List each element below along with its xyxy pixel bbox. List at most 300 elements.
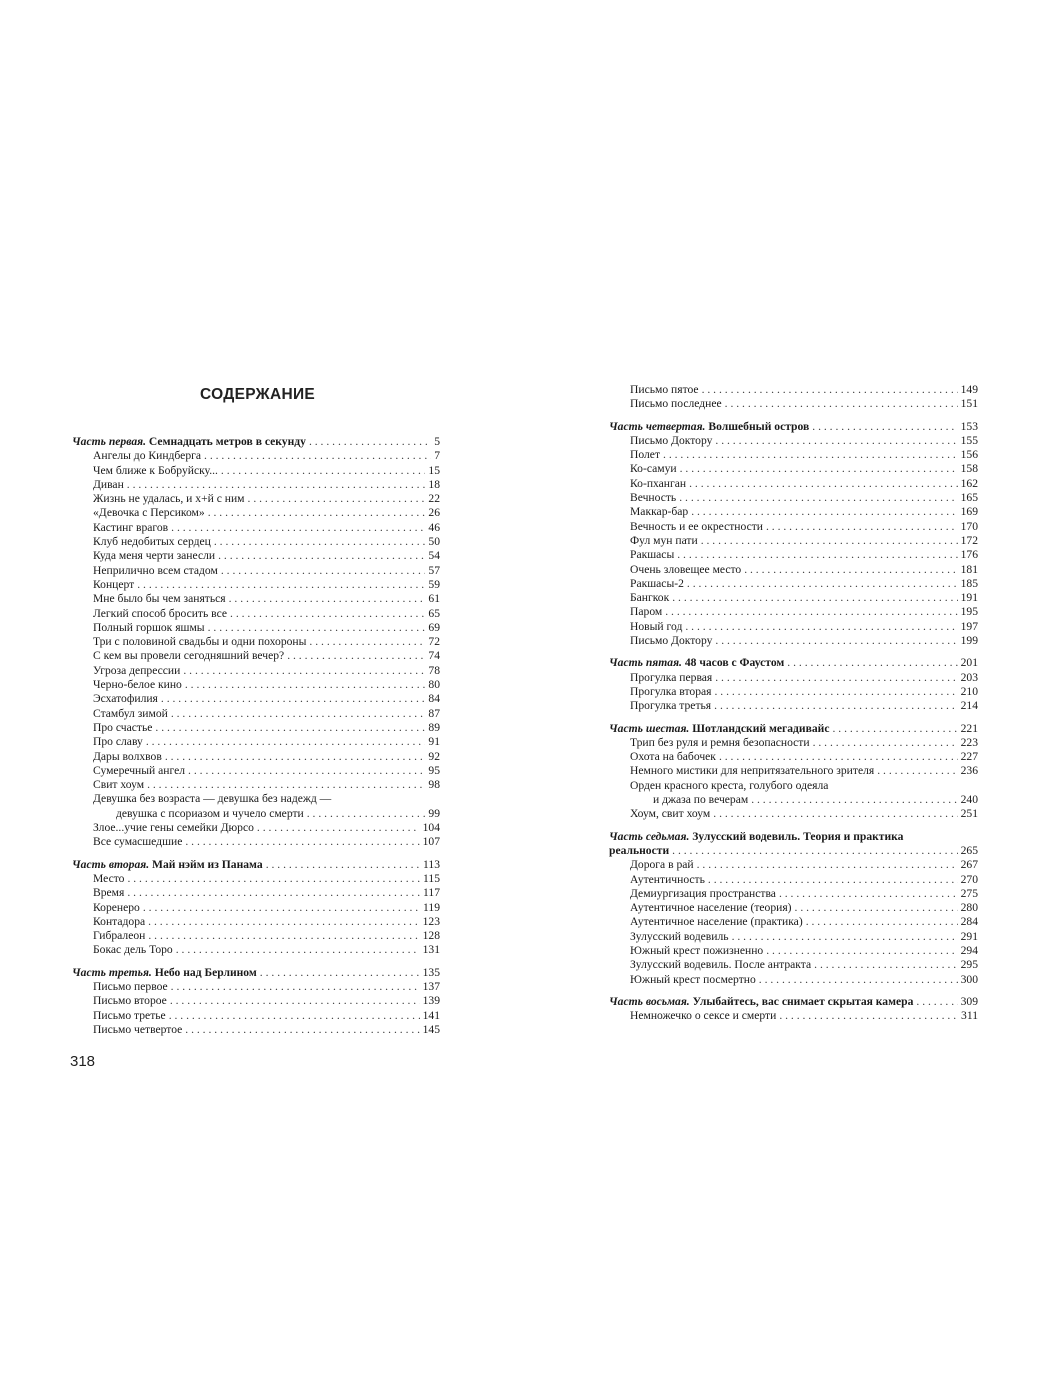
page-number: 117	[423, 886, 440, 900]
entry-title: Ко-пханган	[630, 476, 687, 490]
leader-dots	[161, 692, 426, 706]
entry-title: Ракшасы-2	[630, 576, 684, 590]
entry-title: Маккар-бар	[630, 505, 689, 519]
toc-entry	[609, 397, 978, 411]
page-number: 84	[428, 692, 440, 706]
leader-dots	[214, 535, 426, 549]
part-title: Семнадцать метров в секунду	[148, 435, 306, 448]
leader-dots	[146, 735, 426, 749]
page-number: 98	[428, 778, 440, 792]
page-number: 15	[428, 463, 440, 477]
leader-dots	[715, 434, 957, 448]
entry-title: Про счастье	[93, 720, 153, 734]
part-label: Часть третья.	[72, 965, 152, 979]
leader-dots	[148, 915, 419, 929]
leader-dots	[787, 656, 957, 670]
page-number: 172	[960, 533, 978, 547]
toc-entry	[609, 858, 978, 872]
entry-title: Черно-белое кино	[93, 678, 182, 692]
page-number: 156	[960, 448, 978, 462]
entry-title: Три с половиной свадьбы и одни похороны	[93, 635, 307, 649]
leader-dots	[744, 563, 957, 577]
toc-entry	[609, 505, 978, 519]
entry-title: Очень зловещее место	[630, 562, 742, 576]
page-number: 294	[960, 943, 978, 957]
entry-title: Зулусский водевиль	[630, 929, 729, 943]
leader-dots	[766, 944, 957, 958]
leader-dots	[685, 620, 957, 634]
leader-dots	[679, 491, 957, 505]
toc-entry	[609, 534, 978, 548]
leader-dots	[127, 886, 420, 900]
page-number: 169	[960, 505, 978, 519]
leader-dots	[171, 707, 426, 721]
page-number: 59	[428, 577, 440, 591]
entry-title: Аутентичное население (практика)	[630, 915, 803, 929]
part-title: 48 часов с Фаустом	[684, 656, 785, 670]
entry-title: Орден красного креста, голубого одеяла	[630, 778, 829, 792]
entry-title: Ракшасы	[630, 548, 675, 562]
entry-title: Место	[93, 871, 125, 885]
page-number: 123	[422, 914, 440, 928]
toc-part	[72, 858, 440, 872]
toc-entry	[72, 807, 440, 821]
toc-entry	[72, 592, 440, 606]
toc-right-column	[609, 383, 978, 1023]
entry-title: Мне было бы чем заняться	[93, 592, 226, 606]
toc-entry	[609, 930, 978, 944]
entry-title: Демиургизация пространства	[630, 886, 776, 900]
leader-dots	[148, 929, 419, 943]
toc-entry	[609, 793, 978, 807]
leader-dots	[813, 736, 958, 750]
leader-dots	[137, 578, 425, 592]
page-number: 197	[960, 619, 978, 633]
leader-dots	[732, 930, 958, 944]
toc-entry	[72, 492, 440, 506]
page-number: 104	[422, 821, 440, 835]
toc-entry	[72, 621, 440, 635]
leader-dots	[188, 764, 425, 778]
toc-entry	[609, 915, 978, 929]
entry-title: Эсхатофилия	[93, 692, 158, 706]
toc-entry	[72, 1009, 440, 1023]
page-number: 201	[960, 656, 978, 670]
page-number: 223	[960, 735, 978, 749]
entry-title: Письмо первое	[93, 979, 168, 993]
leader-dots	[221, 464, 426, 478]
toc-entry	[72, 764, 440, 778]
leader-dots	[309, 435, 431, 449]
entry-title: Коренеро	[93, 900, 140, 914]
toc-entry	[72, 707, 440, 721]
part-title: Улыбайтесь, вас снимает скрытая камера	[692, 994, 914, 1008]
page-title: СОДЕРЖАНИЕ	[200, 386, 316, 403]
entry-title: Жизнь не удалась, и х+й с ним	[93, 492, 245, 506]
entry-title: Ко-самуи	[630, 462, 677, 476]
page-number: 149	[960, 383, 978, 396]
leader-dots	[713, 807, 957, 821]
leader-dots	[702, 383, 958, 397]
entry-title: Охота на бабочек	[630, 750, 716, 764]
page-number: 78	[428, 663, 440, 677]
entry-title: Все сумасшедшие	[93, 835, 183, 849]
entry-title: Стамбул зимой	[93, 706, 168, 720]
leader-dots	[221, 564, 426, 578]
page-number: 158	[960, 462, 978, 476]
leader-dots	[701, 534, 958, 548]
entry-title: Клуб недобитых сердец	[93, 535, 211, 549]
leader-dots	[725, 397, 958, 411]
toc-entry	[609, 563, 978, 577]
toc-entry	[72, 821, 440, 835]
toc-entry	[609, 520, 978, 534]
leader-dots	[779, 1009, 958, 1023]
part-title-continued: реальности	[609, 843, 670, 857]
leader-dots	[307, 807, 426, 821]
part-label: Часть седьмая.	[609, 829, 690, 843]
toc-entry	[609, 958, 978, 972]
page-number: 141	[422, 1008, 440, 1022]
toc-entry	[609, 634, 978, 648]
page-number: 280	[960, 901, 978, 915]
toc-entry	[609, 685, 978, 699]
entry-title: Вечность и ее окрестности	[630, 519, 763, 533]
page-number: 155	[960, 433, 978, 447]
part-label: Часть восьмая.	[609, 994, 690, 1008]
page-number: 214	[960, 699, 978, 713]
leader-dots	[185, 1023, 419, 1037]
page-number: 131	[422, 943, 440, 957]
leader-dots	[169, 1009, 420, 1023]
entry-title: Неприлично всем стадом	[93, 563, 218, 577]
entry-title: Письмо четвертое	[93, 1022, 183, 1036]
page-number: 65	[428, 606, 440, 620]
page-number: 291	[960, 929, 978, 943]
part-title: Май нэйм из Панама	[152, 857, 263, 871]
toc-entry	[72, 607, 440, 621]
entry-title: Письмо третье	[93, 1008, 166, 1022]
leader-dots	[680, 462, 958, 476]
toc-entry	[72, 915, 440, 929]
page-number: 57	[428, 563, 440, 577]
page-number: 221	[960, 721, 978, 735]
leader-dots	[751, 793, 957, 807]
toc-entry	[72, 521, 440, 535]
leader-dots	[204, 449, 431, 463]
page-number: 251	[960, 807, 978, 821]
toc-entry	[72, 943, 440, 957]
page-number: 267	[960, 858, 978, 872]
leader-dots	[127, 478, 426, 492]
toc-entry	[609, 807, 978, 821]
entry-title: Хоум, свит хоум	[630, 807, 711, 821]
leader-dots	[229, 592, 426, 606]
entry-title: Письмо Доктору	[630, 634, 713, 648]
entry-title: Контадора	[93, 914, 146, 928]
page-number: 135	[422, 965, 440, 979]
leader-dots	[665, 605, 957, 619]
page-number: 18	[428, 477, 440, 491]
leader-dots	[715, 671, 957, 685]
toc-entry	[72, 464, 440, 478]
leader-dots	[185, 835, 419, 849]
toc-entry	[72, 994, 440, 1008]
toc-left-column	[72, 435, 440, 1037]
part-label: Часть первая.	[72, 435, 146, 448]
page-number: 61	[428, 592, 440, 606]
leader-dots	[143, 901, 420, 915]
part-title: Небо над Берлином	[154, 965, 257, 979]
leader-dots	[697, 858, 958, 872]
toc-entry	[72, 778, 440, 792]
leader-dots	[183, 664, 425, 678]
page-number: 151	[960, 397, 978, 411]
entry-title: С кем вы провели сегодняшний вечер?	[93, 649, 285, 663]
page-number: 191	[960, 591, 978, 605]
leader-dots	[672, 591, 957, 605]
page-number: 270	[960, 872, 978, 886]
leader-dots	[185, 678, 426, 692]
page-number: 69	[428, 620, 440, 634]
toc-entry	[609, 699, 978, 713]
toc-entry	[72, 1023, 440, 1037]
entry-title: Полный горшок яшмы	[93, 620, 205, 634]
page-folio: 318	[70, 1053, 96, 1070]
page-number: 5	[434, 435, 440, 448]
page-number: 181	[960, 562, 978, 576]
entry-title: Южный крест пожизненно	[630, 943, 764, 957]
toc-entry	[72, 692, 440, 706]
page-number: 165	[960, 491, 978, 505]
page-number: 22	[428, 492, 440, 506]
page-number: 115	[423, 871, 440, 885]
toc-entry	[609, 1009, 978, 1023]
page-number: 309	[960, 994, 978, 1008]
leader-dots	[208, 506, 426, 520]
toc-entry	[609, 434, 978, 448]
page-number: 311	[961, 1009, 978, 1023]
toc-entry	[72, 549, 440, 563]
leader-dots	[260, 966, 420, 980]
toc-entry	[72, 872, 440, 886]
page-number: 99	[428, 806, 440, 820]
toc-entry	[609, 973, 978, 987]
leader-dots	[170, 994, 420, 1008]
entry-title: Новый год	[630, 619, 683, 633]
entry-title: Немного мистики для непритязательного зрителя	[630, 764, 875, 778]
entry-title: Ангелы до Киндберга	[93, 449, 202, 463]
page-number: 119	[423, 900, 440, 914]
entry-title: Угроза депрессии	[93, 663, 181, 677]
entry-title: Аутентичность	[630, 872, 705, 886]
leader-dots	[714, 685, 957, 699]
toc-entry	[609, 383, 978, 397]
leader-dots	[230, 607, 425, 621]
leader-dots	[672, 844, 957, 858]
toc-part	[72, 435, 440, 449]
toc-part	[609, 844, 978, 858]
toc-entry	[72, 980, 440, 994]
toc-entry	[72, 721, 440, 735]
leader-dots	[779, 887, 958, 901]
leader-dots	[795, 901, 958, 915]
page-number: 7	[434, 449, 440, 463]
toc-entry	[609, 750, 978, 764]
entry-title: Бангкок	[630, 591, 670, 605]
toc-entry	[609, 736, 978, 750]
page-number: 91	[428, 735, 440, 749]
toc-entry	[72, 649, 440, 663]
page-number: 26	[428, 506, 440, 520]
page-number: 210	[960, 684, 978, 698]
toc-entry	[72, 929, 440, 943]
page-number: 92	[428, 749, 440, 763]
entry-title: Чем ближе к Бобруйску...	[93, 463, 218, 477]
leader-dots	[832, 722, 957, 736]
entry-title: Время	[93, 886, 125, 900]
part-title: Шотландский мегадивайс	[692, 721, 830, 735]
entry-title: Диван	[93, 477, 124, 491]
page-number: 240	[960, 793, 978, 807]
entry-title: Прогулка третья	[630, 699, 712, 713]
leader-dots	[287, 649, 425, 663]
page-number: 162	[960, 476, 978, 490]
page-number: 72	[428, 635, 440, 649]
leader-dots	[248, 492, 426, 506]
entry-title: Кастинг врагов	[93, 520, 169, 534]
toc-entry	[72, 678, 440, 692]
page-number: 153	[960, 419, 978, 433]
toc-entry	[72, 578, 440, 592]
entry-title: Полет	[630, 448, 661, 462]
toc-entry	[609, 462, 978, 476]
toc-entry	[72, 664, 440, 678]
entry-title: Трип без руля и ремня безопасности	[630, 735, 810, 749]
entry-title: Куда меня черти занесли	[93, 549, 216, 563]
page-number: 185	[960, 576, 978, 590]
page-number: 139	[422, 994, 440, 1008]
toc-entry	[609, 605, 978, 619]
entry-title: Сумеречный ангел	[93, 763, 186, 777]
entry-title: Бокас дель Торо	[93, 943, 173, 957]
entry-title: «Девочка с Персиком»	[93, 506, 205, 520]
leader-dots	[759, 973, 958, 987]
page-number: 128	[422, 929, 440, 943]
leader-dots	[814, 958, 957, 972]
toc-entry	[609, 901, 978, 915]
page-number: 295	[960, 958, 978, 972]
page-number: 265	[960, 843, 978, 857]
page-number: 300	[960, 972, 978, 986]
leader-dots	[691, 505, 957, 519]
leader-dots	[171, 521, 425, 535]
toc-entry	[72, 886, 440, 900]
leader-dots	[916, 995, 957, 1009]
leader-dots	[147, 778, 425, 792]
toc-entry	[72, 835, 440, 849]
entry-title: Письмо пятое	[630, 383, 699, 396]
leader-dots	[812, 420, 957, 434]
leader-dots	[715, 634, 957, 648]
leader-dots	[155, 721, 425, 735]
page-number: 87	[428, 706, 440, 720]
leader-dots	[266, 858, 420, 872]
page-number: 74	[428, 649, 440, 663]
leader-dots	[708, 873, 958, 887]
toc-entry	[609, 448, 978, 462]
entry-title: Прогулка вторая	[630, 684, 712, 698]
toc-entry	[609, 764, 978, 778]
entry-title-continued: девушка с псориазом и чучело смерти	[116, 806, 304, 820]
entry-title: Письмо второе	[93, 994, 167, 1008]
toc-part	[609, 420, 978, 434]
leader-dots	[677, 548, 957, 562]
leader-dots	[208, 621, 426, 635]
right-page	[525, 0, 1050, 1400]
toc-entry	[609, 477, 978, 491]
toc-entry	[72, 506, 440, 520]
entry-title: Аутентичное население (теория)	[630, 901, 792, 915]
toc-entry	[609, 620, 978, 634]
part-title: Волшебный остров	[708, 419, 810, 433]
toc-entry	[609, 944, 978, 958]
page-number: 113	[423, 857, 440, 871]
entry-title: Письмо Доктору	[630, 433, 713, 447]
entry-title: Концерт	[93, 577, 135, 591]
entry-title: Немножечко о сексе и смерти	[630, 1009, 777, 1023]
leader-dots	[257, 821, 420, 835]
leader-dots	[218, 549, 425, 563]
entry-title: Девушка без возраста — девушка без надежд —	[93, 792, 332, 806]
toc-entry	[72, 478, 440, 492]
toc-entry	[609, 577, 978, 591]
leader-dots	[171, 980, 420, 994]
entry-title: Злое...учие гены семейки Дюрсо	[93, 821, 254, 835]
leader-dots	[309, 635, 425, 649]
entry-title: Легкий способ бросить все	[93, 606, 228, 620]
toc-entry	[72, 901, 440, 915]
entry-title: Фул мун пати	[630, 533, 698, 547]
toc-entry	[72, 635, 440, 649]
toc-part	[72, 966, 440, 980]
leader-dots	[689, 477, 957, 491]
toc-entry	[609, 491, 978, 505]
part-label: Часть пятая.	[609, 656, 682, 670]
page-number: 145	[422, 1022, 440, 1036]
entry-title: Южный крест посмертно	[630, 972, 756, 986]
page-number: 284	[960, 915, 978, 929]
page-number: 95	[428, 763, 440, 777]
leader-dots	[714, 699, 957, 713]
entry-title-continued: и джаза по вечерам	[653, 793, 749, 807]
toc-entry	[609, 887, 978, 901]
page-number: 80	[428, 678, 440, 692]
leader-dots	[766, 520, 958, 534]
toc-entry	[609, 873, 978, 887]
part-title: Зулусский водевиль. Теория и практика	[692, 829, 904, 843]
entry-title: Дорога в рай	[630, 858, 694, 872]
entry-title: Прогулка первая	[630, 670, 713, 684]
toc-entry	[72, 735, 440, 749]
page-number: 54	[428, 549, 440, 563]
page-number: 176	[960, 548, 978, 562]
entry-title: Дары волхвов	[93, 749, 162, 763]
toc-entry	[609, 548, 978, 562]
entry-title: Паром	[630, 605, 663, 619]
toc-part	[609, 722, 978, 736]
toc-entry	[72, 564, 440, 578]
